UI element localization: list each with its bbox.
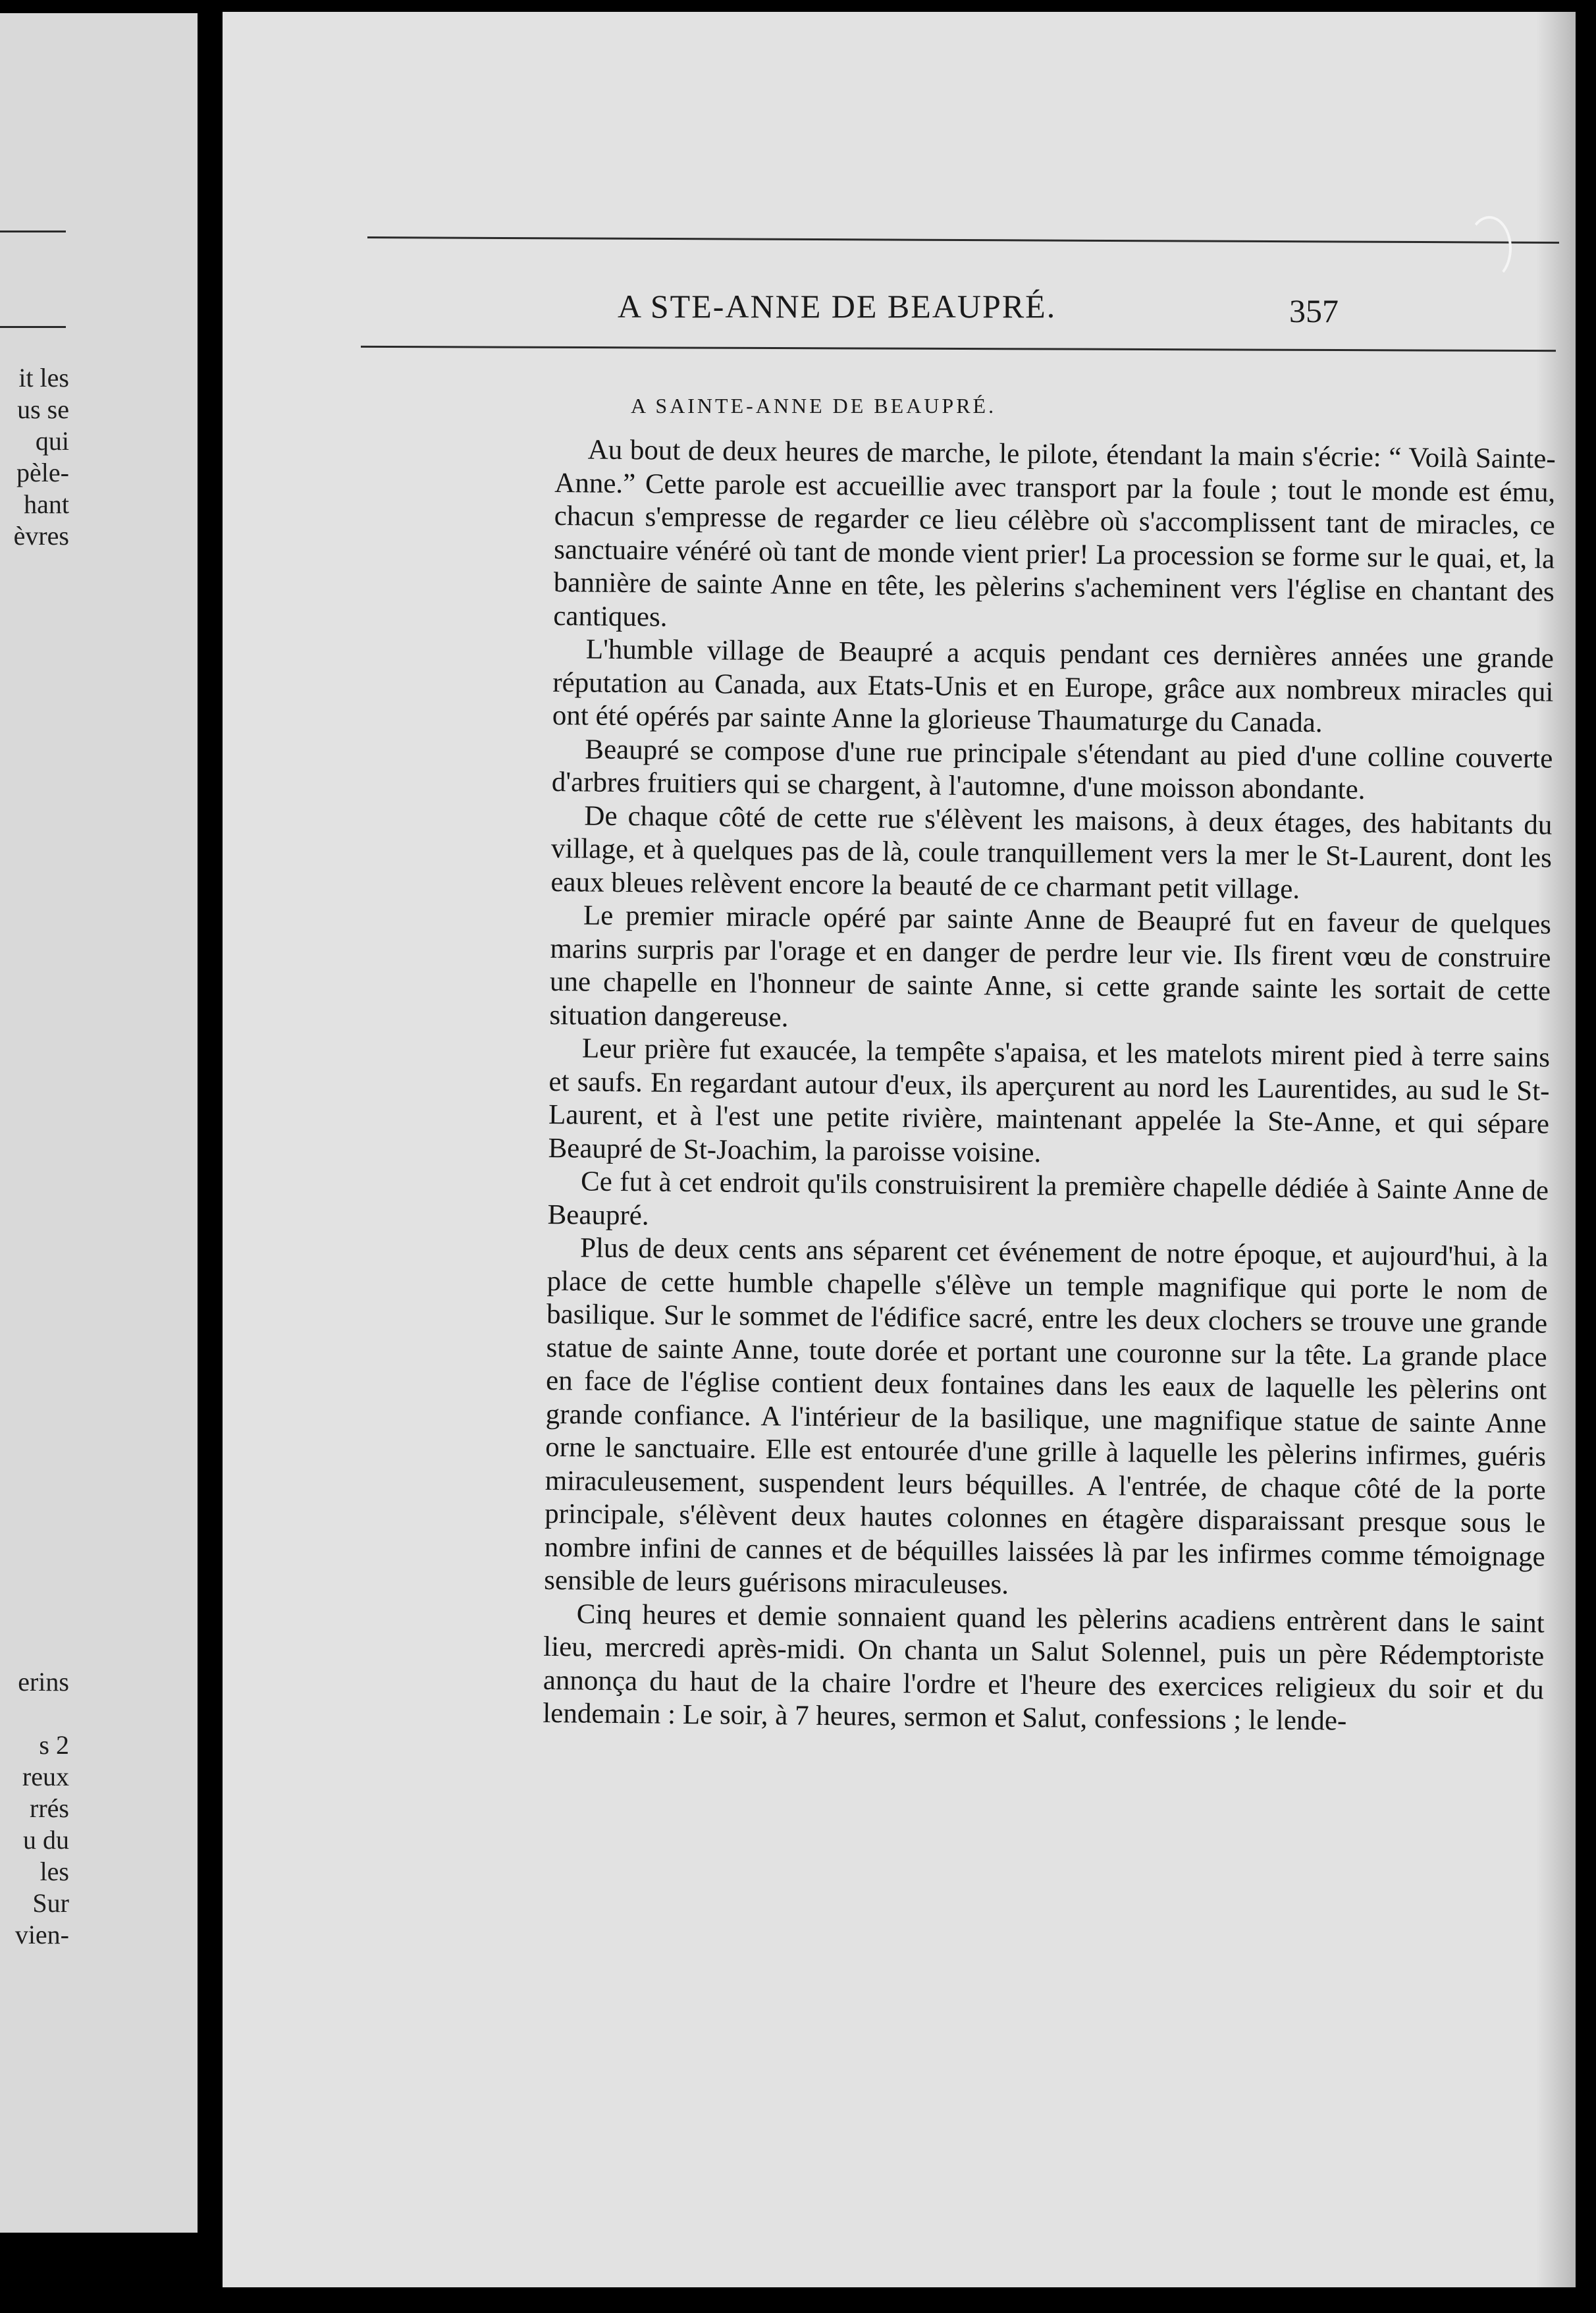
previous-page-rule [0, 326, 66, 328]
previous-page-line: s 2 [39, 1730, 69, 1760]
book-spine-shadow [198, 0, 224, 2313]
paragraph: L'humble village de Beaupré a acquis pendant ces dernières années une grande réputation au Canada, aux Etats-Unis et en Europe, grâce aux nombreux miracles qui ont été opérés par sainte Anne la glorieuse Thaumaturge du Canada. [552, 634, 1555, 739]
previous-page-line: erins [18, 1667, 69, 1697]
previous-page-line: èvres [13, 521, 69, 551]
paragraph: Au bout de deux heures de marche, le pilote, étendant la main s'écrie: “ Voilà Sainte-Anne.” Cette parole est accueillie avec transport par la foule ; tout le monde est ému, chacun s'empresse de regarder ce lieu célèbre où s'accomplissent tant de miracles, ce sanctuaire vénéré où tant de monde vient prier! La procession se forme sur le quai, et, la bannière de sainte Anne en tête, les pèlerins s'acheminent vers l'église en chantant des cantiques. [553, 434, 1556, 633]
previous-page-text-bottom [15, 1666, 69, 1951]
paragraph: Plus de deux cents ans séparent cet événement de notre époque, et aujourd'hui, à la place de cette humble chapelle s'élève un temple magnifique qui porte le nom de basilique. Sur le sommet de l'édifice sacré, entre les deux clochers se trouve une grande statue de sainte Anne, toute dorée et portant une couronne sur la tête. La grande place en face de l'église contient deux fontaines dans les eaux de laquelle les pèlerins ont grande confiance. A l'intérieur de la basilique, une magnifique statue de sainte Anne orne le sanctuaire. Elle est entourée d'une grille à laquelle les pèlerins infirmes, guéris miraculeusement, suspendent leurs béquilles. A l'entrée, de chaque côté de la porte principale, s'élèvent deux hautes colonnes en étagère disparaissant presque sous le nombre infini de cannes et de béquilles laissées là par les infirmes comme témoignage sensible de leurs guérisons miraculeuses. [544, 1232, 1549, 1600]
previous-page-text-top [14, 362, 69, 552]
previous-page-line: us se [17, 395, 69, 424]
page-number: 357 [1289, 292, 1339, 329]
paragraph: Beaupré se compose d'une rue principale s'étendant au pied d'une colline couverte d'arbres fruitiers qui se chargent, à l'automne, d'une moisson abondante. [551, 733, 1553, 805]
paragraph: Le premier miracle opéré par sainte Anne de Beaupré fut en faveur de quelques marins surpris par l'orage et en danger de perdre leur vie. Ils firent vœu de construire une chapelle en l'honneur de sainte Anne, si cette grande sainte les sortait de cette situation dangereuse. [549, 900, 1552, 1033]
previous-page-line: u du [23, 1825, 69, 1855]
paragraph: Cinq heures et demie sonnaient quand les pèlerins acadiens entrèrent dans le saint lieu, mercredi après-midi. On chanta un Salut Solennel, puis un père Rédemptoriste annonça du haut de la chaire l'ordre et l'heure des exercices religieux du soir et du lendemain : Le soir, à 7 heures, sermon et Salut, confessions ; le lende- [543, 1598, 1545, 1737]
paragraph: Leur prière fut exaucée, la tempête s'apaisa, et les matelots mirent pied à terre sains et saufs. En regardant autour d'eux, ils aperçurent au nord les Laurentides, au sud le St-Laurent, et à l'est une petite rivière, maintenant appelée la Ste-Anne, et qui sépare Beaupré de St-Joachim, la paroisse voisine. [548, 1033, 1551, 1168]
book-page [223, 12, 1576, 2287]
header-rule-bottom [361, 346, 1556, 352]
previous-page-line: les [40, 1857, 69, 1886]
previous-page-line: pèle- [16, 458, 69, 487]
section-title: A SAINTE-ANNE DE BEAUPRÉ. [631, 394, 997, 418]
previous-page-rule [0, 231, 66, 232]
paragraph: De chaque côté de cette rue s'élèvent les maisons, à deux étages, des habitants du village, et à quelques pas de là, coule tranquillement vers la mer le St-Laurent, dont les eaux bleues relèvent encore la beauté de ce charmant petit village. [550, 800, 1553, 905]
previous-page-line: qui [35, 426, 69, 456]
previous-page-line: rrés [30, 1793, 69, 1823]
paragraph: Ce fut à cet endroit qu'ils construisirent la première chapelle dédiée à Sainte Anne de Beaupré. [547, 1166, 1549, 1231]
previous-page-line: it les [18, 363, 69, 393]
header-rule-top [367, 236, 1559, 244]
previous-page-line: Sur [32, 1888, 69, 1918]
scan-artifact-mark [1467, 216, 1512, 281]
body-text [543, 433, 1556, 1740]
previous-page-fragment [0, 13, 198, 2233]
previous-page-line: reux [22, 1762, 69, 1791]
previous-page-line: hant [24, 489, 69, 519]
previous-page-line: vien- [14, 1920, 69, 1949]
running-head: A STE-ANNE DE BEAUPRÉ. [618, 288, 1057, 325]
